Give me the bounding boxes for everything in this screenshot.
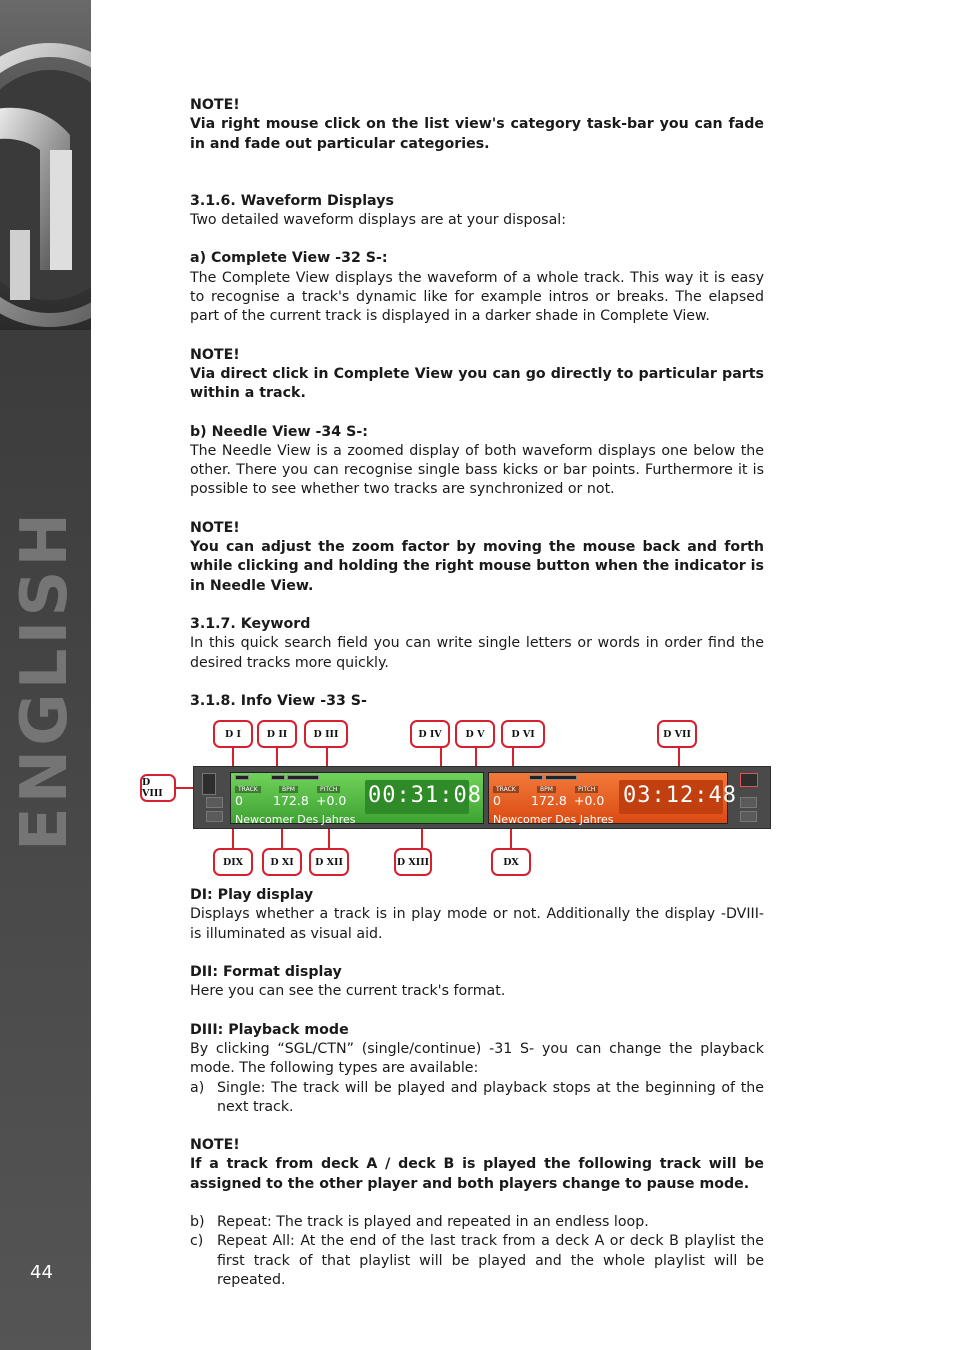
track-value: 0 bbox=[493, 793, 501, 808]
list-text: The track will be played and playback stops at the beginning of the next track. bbox=[217, 1079, 764, 1115]
note-heading: NOTE! bbox=[190, 519, 240, 536]
paragraph: The Needle View is a zoomed display of both waveform displays one below the other. There you can recognise single bass kicks or bar points. Furthermore it is possible to see whether two tracks are synchronized or not. bbox=[190, 442, 764, 498]
repeat-indicator-icon bbox=[287, 775, 319, 780]
note-heading: NOTE! bbox=[190, 97, 240, 113]
bpm-label: BPM bbox=[537, 786, 556, 793]
list-key: Repeat All: bbox=[217, 1233, 295, 1250]
paragraph: By clicking “SGL/CTN” (single/continue) -31 S- you can change the playback mode. The following types are available: bbox=[190, 1040, 764, 1077]
callout-d2: D II bbox=[257, 720, 297, 748]
callout-d10: DX bbox=[491, 848, 531, 876]
brand-logo-icon bbox=[0, 0, 91, 330]
elapsed-time: 03:12:48 bbox=[623, 783, 737, 808]
note-heading: NOTE! bbox=[190, 1137, 240, 1154]
paragraph: Here you can see the current track's format. bbox=[190, 983, 506, 1000]
list-key: Repeat: bbox=[217, 1213, 272, 1230]
track-value: 0 bbox=[235, 793, 243, 808]
section-heading-waveform: 3.1.6. Waveform Displays bbox=[190, 192, 394, 209]
list-item bbox=[190, 1213, 764, 1232]
callout-d7: D VII bbox=[657, 720, 697, 748]
info-view-panel bbox=[193, 766, 771, 829]
repeat-indicator-icon bbox=[545, 775, 577, 780]
callout-d1: D I bbox=[213, 720, 253, 748]
subheading-complete-view: a) Complete View -32 S-: bbox=[190, 250, 388, 267]
track-label: TRACK bbox=[493, 786, 519, 793]
callout-d9: DIX bbox=[213, 848, 253, 876]
list-item bbox=[190, 1079, 764, 1118]
paragraph: The Complete View displays the waveform of a whole track. This way it is easy to recognise a track's dynamic like for example intros or breaks. The elapsed part of the current track is displayed in a darker shade in Complete View. bbox=[190, 269, 764, 325]
subheading-needle-view: b) Needle View -34 S-: bbox=[190, 423, 368, 440]
list-label: c) bbox=[190, 1233, 204, 1250]
pitch-value: +0.0 bbox=[316, 793, 347, 808]
auto-button-right[interactable] bbox=[740, 797, 757, 808]
track-name: Newcomer Des Jahres bbox=[235, 813, 356, 826]
sidebar bbox=[0, 0, 91, 1350]
note-text: Via direct click in Complete View you can go directly to particular parts within a track. bbox=[190, 365, 764, 402]
play-indicator-icon bbox=[235, 775, 249, 780]
callout-d11: D XI bbox=[262, 848, 302, 876]
page-number: 44 bbox=[30, 1262, 53, 1283]
callout-d6: D VI bbox=[501, 720, 545, 748]
bpm-label: BPM bbox=[279, 786, 298, 793]
callout-d13: D XIII bbox=[394, 848, 432, 876]
track-name: Newcomer Des Jahres bbox=[493, 813, 614, 826]
main-content bbox=[190, 96, 764, 1290]
subheading-d3: DIII: Playback mode bbox=[190, 1021, 349, 1038]
callout-d4: D IV bbox=[410, 720, 450, 748]
note-text: If a track from deck A / deck B is played the following track will be assigned to the other player and both players change to pause mode. bbox=[190, 1156, 764, 1192]
bpm-value: 172.8 bbox=[531, 793, 567, 808]
paragraph: In this quick search field you can write single letters or words in order find the desired tracks more quickly. bbox=[190, 635, 764, 671]
callout-d3: D III bbox=[304, 720, 348, 748]
section-heading-info-view: 3.1.8. Info View -33 S- bbox=[190, 692, 367, 709]
section-heading-keyword: 3.1.7. Keyword bbox=[190, 615, 311, 632]
language-label: ENGLISH bbox=[8, 508, 82, 852]
callout-d12: D XII bbox=[309, 848, 349, 876]
deck-select-icon bbox=[202, 773, 216, 795]
info-view-figure bbox=[140, 716, 780, 882]
elapsed-time: 00:31:08 bbox=[368, 783, 482, 808]
note-text: You can adjust the zoom factor by moving the mouse back and forth while clicking and holding the right mouse button when the indicator is in Needle View. bbox=[190, 539, 764, 594]
paragraph: Two detailed waveform displays are at your disposal: bbox=[190, 212, 566, 229]
note-text: Via right mouse click on the list view's category task-bar you can fade in and fade out particular categories. bbox=[190, 116, 764, 152]
list-item bbox=[190, 1232, 764, 1290]
list-text: At the end of the last track from a deck A or deck B playlist the first track of that playlist will be played and the whole playlist will be repeated. bbox=[217, 1233, 764, 1288]
note-heading: NOTE! bbox=[190, 346, 240, 363]
deck-a-display bbox=[230, 772, 484, 824]
subheading-d2: DII: Format display bbox=[190, 964, 342, 981]
list-label: b) bbox=[190, 1213, 205, 1230]
paragraph: Displays whether a track is in play mode or not. Additionally the display -DVIII- is illuminated as visual aid. bbox=[190, 906, 764, 942]
callout-d8: D VIII bbox=[140, 774, 176, 802]
format-indicator-icon bbox=[271, 775, 285, 780]
subheading-d1: DI: Play display bbox=[190, 887, 314, 904]
callout-d5: D V bbox=[455, 720, 495, 748]
bpm-value: 172.8 bbox=[273, 793, 309, 808]
deck-b-display bbox=[488, 772, 737, 826]
list-key: Single: bbox=[217, 1079, 266, 1096]
list-label: a) bbox=[190, 1079, 205, 1096]
auto-button-left[interactable] bbox=[206, 797, 223, 808]
edit-button-left[interactable] bbox=[206, 811, 223, 822]
pitch-label: PITCH bbox=[317, 786, 340, 793]
track-label: TRACK bbox=[235, 786, 261, 793]
pitch-value: +0.0 bbox=[574, 793, 605, 808]
edit-button-right[interactable] bbox=[740, 811, 757, 822]
format-indicator-icon bbox=[529, 775, 543, 780]
pitch-label: PITCH bbox=[575, 786, 598, 793]
deck-b-select-icon bbox=[740, 773, 758, 787]
list-text: The track is played and repeated in an endless loop. bbox=[276, 1213, 649, 1230]
